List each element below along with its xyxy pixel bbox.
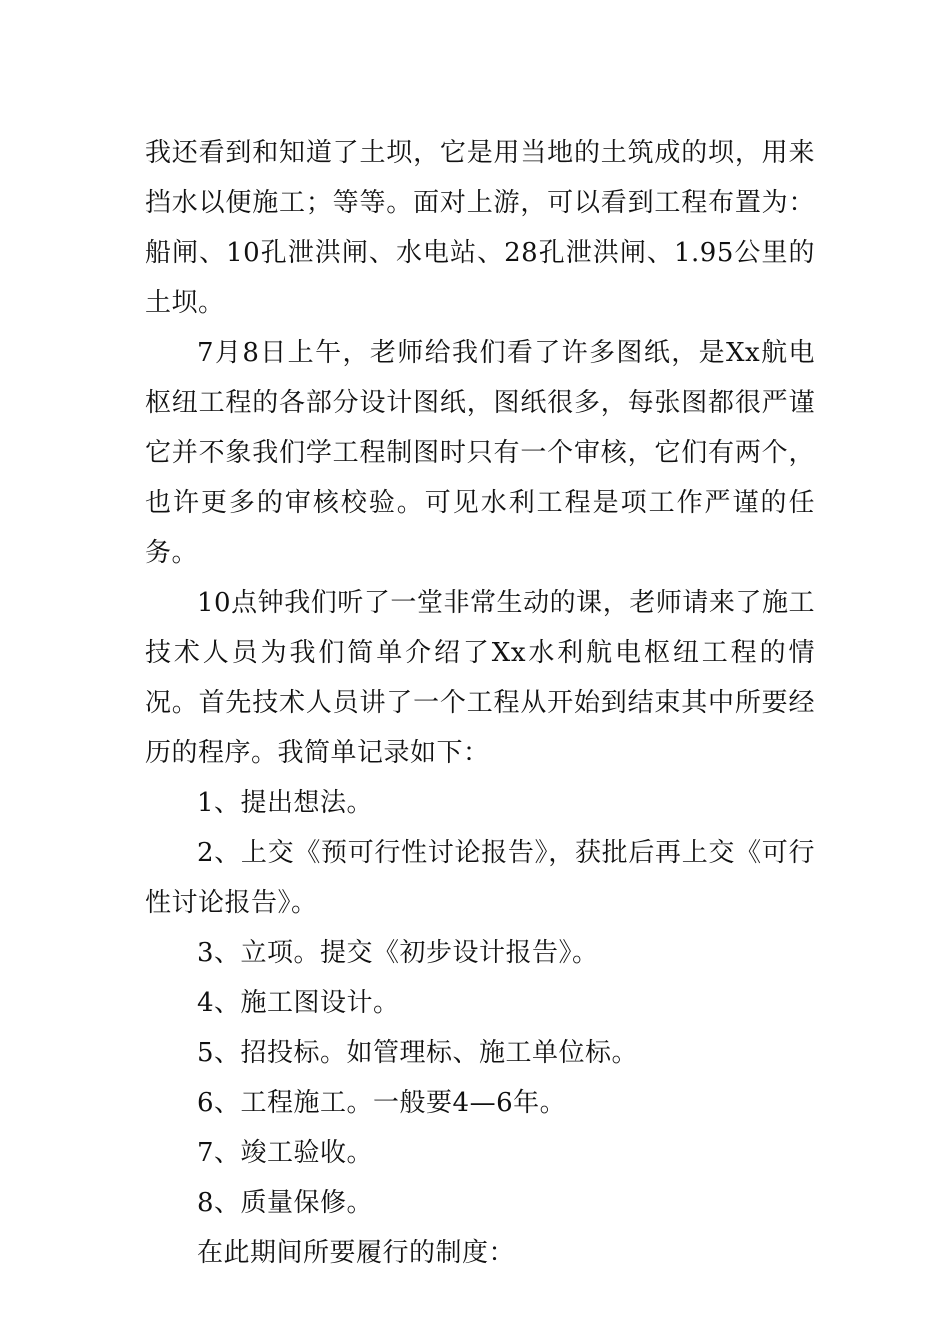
list-item-7: 7、竣工验收。 [197,1138,374,1168]
list-item-6: 6、工程施工。一般要4—6年。 [197,1088,567,1118]
list-item-5: 5、招投标。如管理标、施工单位标。 [197,1038,639,1068]
paragraph-lecture: 10点钟我们听了一堂非常生动的课，老师请来了施工技术人员为我们简单介绍了Xx水利航电枢纽工程的情况。首先技术人员讲了一个工程从开始到结束其中所要经历的程序。我简单记录如下： [145,588,815,768]
list-item-8: 8、质量保修。 [197,1188,374,1218]
list-item-3: 3、立项。提交《初步设计报告》。 [197,938,599,968]
paragraph-earth-dam: 我还看到和知道了土坝，它是用当地的土筑成的坝，用来挡水以便施工；等等。面对上游，可以看到工程布置为：船闸、10孔泄洪闸、水电站、28孔泄洪闸、1.95公里的土坝。 [145,138,815,318]
list-item-2: 2、上交《预可行性讨论报告》，获批后再上交《可行性讨论报告》。 [145,838,815,918]
document-body [145,128,815,1278]
paragraph-systems-heading: 在此期间所要履行的制度： [197,1238,516,1268]
list-item-4: 4、施工图设计。 [197,988,400,1018]
paragraph-drawings: 7月8日上午，老师给我们看了许多图纸，是Xx航电枢纽工程的各部分设计图纸，图纸很多，每张图都很严谨它并不象我们学工程制图时只有一个审核，它们有两个，也许更多的审核校验。可见水利工程是项工作严谨的任务。 [145,338,815,568]
list-item-1: 1、提出想法。 [197,788,374,818]
